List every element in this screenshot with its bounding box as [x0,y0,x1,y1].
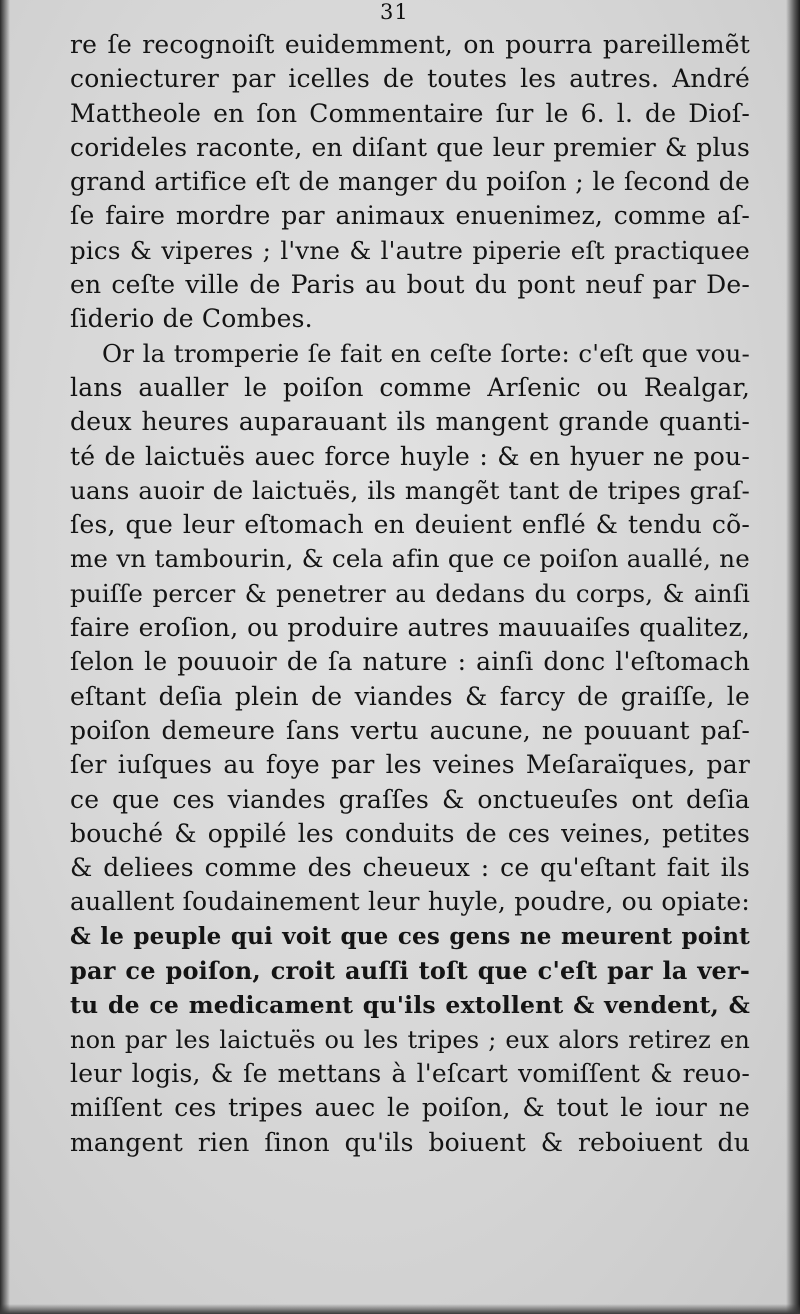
text-line: uans auoir de laictuës, ils mangẽt tant de tripes graſ- [70,475,750,505]
text-line: non par les laictuës ou les tripes ; eux alors retirez en [70,1025,750,1054]
text-line: tu de ce medicament qu'ils extollent & vendent, & [70,991,750,1020]
text-line: bouché & oppilé les conduits de ces veines, petites [70,818,750,848]
text-line: eſtant deſia plein de viandes & farcy de graiſſe, le [70,681,750,711]
page-right-edge [786,0,800,1314]
text-line: me vn tambourin, & cela afin que ce poiſon auallé, ne [70,544,750,574]
text-line: grand artifice eſt de manger du poiſon ; le ſecond de [70,167,750,197]
text-line: Or la tromperie ſe fait en ceſte ſorte: c'eſt que vou- [102,338,750,368]
text-line: ſer iuſques au foye par les veines Meſaraïques, par [70,750,750,780]
text-line: re ſe recognoiſt euidemment, on pourra pareillemẽt [70,30,750,59]
text-line: mangent rien ſinon qu'ils boiuent & reboiuent du [70,1127,750,1157]
text-line: ſes, que leur eſtomach en deuient enflé & tendu cõ- [70,510,750,540]
text-line: poiſon demeure ſans vertu aucune, ne pouuant paſ- [70,715,750,745]
text-line: en ceſte ville de Paris au bout du pont neuf par De- [70,270,750,300]
text-line: deux heures auparauant ils mangent grande quanti- [70,407,750,437]
text-line: miſſent ces tripes auec le poiſon, & tout le iour ne [70,1093,750,1123]
text-line: puiſſe percer & penetrer au dedans du corps, & ainſi [70,578,750,608]
text-line: leur logis, & ſe mettans à l'eſcart vomiſſent & reuo- [70,1058,750,1088]
body-text [70,28,750,1160]
text-line: té de laictuës auec force huyle : & en hyuer ne pou- [70,441,750,471]
text-line: pics & viperes ; l'vne & l'autre piperie eſt practiquee [70,235,750,265]
page-number: 31 [380,0,409,24]
text-line: ſiderio de Combes. [70,304,313,334]
text-line: faire eroſion, ou produire autres mauuaiſes qualitez, [70,613,750,643]
text-line: & le peuple qui voit que ces gens ne meurent point [70,922,750,950]
text-line: ce que ces viandes graſſes & onctueuſes ont deſia [70,784,750,814]
page-bottom-edge [0,1304,800,1314]
text-line: corideles raconte, en diſant que leur premier & plus [70,132,750,162]
text-line: coniecturer par icelles de toutes les autres. André [70,64,750,94]
text-line: ſelon le pouuoir de ſa nature : ainſi donc l'eſtomach [70,647,750,677]
text-line: ſe faire mordre par animaux enuenimez, comme aſ- [70,201,750,231]
text-line: auallent ſoudainement leur huyle, poudre, ou opiate: [70,887,750,917]
text-line: Mattheole en ſon Commentaire ſur le 6. l. de Dioſ- [70,98,750,128]
text-line: par ce poiſon, croit auſſi toſt que c'eſt par la ver- [70,956,750,986]
text-line: lans aualler le poiſon comme Arſenic ou Realgar, [70,372,750,402]
text-line: & deliees comme des cheueux : ce qu'eſtant fait ils [70,853,750,883]
page-left-shadow [0,0,10,1314]
